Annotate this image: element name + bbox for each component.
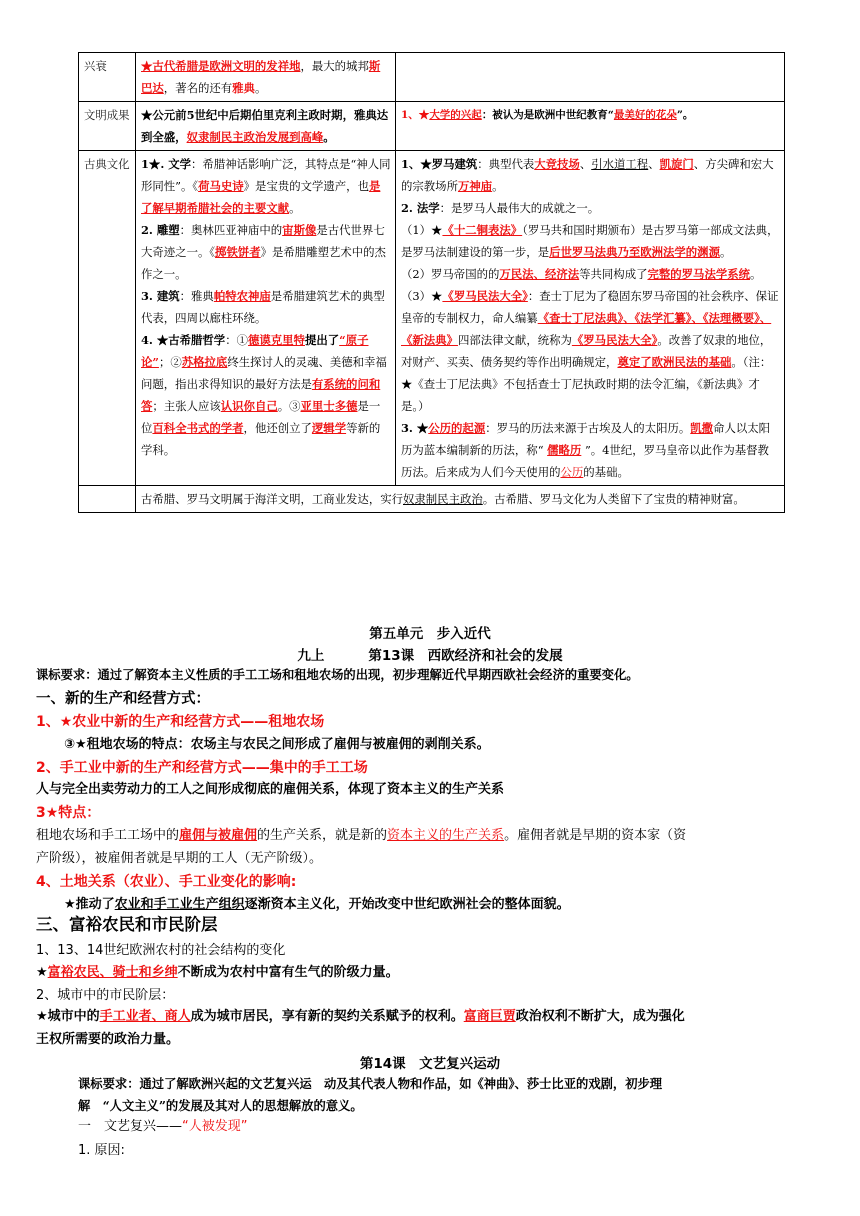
text-highlight: 完整的罗马法学系统 — [647, 267, 751, 281]
text-highlight: 《罗马民法大全》 — [571, 333, 658, 347]
text-highlight: 认识你自己 — [220, 399, 278, 413]
text: ：查士丁尼为了稳固东罗马帝国的社会秩序、保证皇帝的专制权力，命人编纂 — [401, 289, 779, 325]
table-row — [79, 102, 785, 151]
text: 提出了 — [304, 333, 340, 347]
text: ★公元前5世纪中后期伯里克利主政时期，雅典达到全盛， — [141, 108, 389, 144]
text: ★ — [36, 965, 48, 980]
subsection-heading: 4、土地关系（农业）、手工业变化的影响: — [36, 874, 297, 890]
row-head: 古典文化 — [79, 151, 136, 486]
text-highlight: 雇佣与被雇佣 — [179, 828, 258, 843]
text: ：奥林匹亚神庙中的 — [179, 223, 283, 237]
text-highlight: 掷铁饼者 — [215, 245, 261, 259]
text: （3）★ — [401, 289, 443, 303]
text: 。古希腊、罗马文化为人类留下了宝贵的精神财富。 — [482, 492, 745, 506]
comparison-table — [78, 52, 785, 513]
text: ，最大的城邦 — [300, 59, 369, 73]
text: 、 — [648, 157, 660, 171]
text-highlight: 逻辑学 — [311, 421, 347, 435]
text: 3. 建筑 — [141, 289, 180, 303]
text-highlight: 德谟克里特 — [248, 333, 305, 347]
text-highlight: 《十二铜表法》 — [442, 223, 523, 237]
grade-label: 九上 — [297, 648, 325, 664]
text: ；主张人应该 — [152, 399, 221, 413]
text: 。 — [254, 81, 267, 95]
text: 。③ — [277, 399, 301, 413]
text-highlight: 奴隶制民主政治发展到高峰 — [186, 130, 324, 144]
text-highlight: 富裕农民、骑士和乡绅 — [47, 965, 178, 980]
paragraph: ③★租地农场的特点：农场主与农民之间形成了雇佣与被雇佣的剥削关系。 — [64, 737, 490, 752]
paragraph: 2、城市中的市民阶层： — [36, 988, 175, 1003]
text: ，他还创立了 — [243, 421, 312, 435]
text-highlight: 荷马史诗 — [198, 179, 244, 193]
text: 1★. 文学 — [141, 157, 192, 171]
text: ：希腊神话影响广泛，其特点是“神人同形同性”。《 — [141, 157, 391, 193]
text: 。 — [492, 179, 504, 193]
text-highlight: 公历 — [560, 465, 584, 479]
text: ：① — [225, 333, 248, 347]
table-row — [79, 151, 785, 486]
lesson-title: 第14课 文艺复兴运动 — [359, 1056, 501, 1072]
section-heading: 一、新的生产和经营方式： — [36, 691, 210, 707]
text-highlight: 亚里士多德 — [300, 399, 358, 413]
text: 的生产关系，就是新的 — [257, 828, 388, 843]
text-highlight: 万民法、经济法 — [499, 267, 580, 281]
text-highlight: 富商巨贾 — [463, 1009, 516, 1024]
text: 。 — [719, 245, 732, 259]
greece-cell — [136, 102, 396, 151]
text-highlight: 奠定了欧洲民法的基础 — [617, 355, 732, 369]
table-row — [79, 53, 785, 102]
summary-cell — [136, 486, 785, 513]
text: ，著名的还有 — [163, 81, 233, 95]
text: 享有新的契约关系赋予的权利。 — [281, 1009, 464, 1024]
text: 2. 雕塑 — [141, 223, 180, 237]
rome-cell — [396, 53, 785, 102]
table-row — [79, 486, 785, 513]
greece-cell — [136, 151, 396, 486]
text-highlight: 《罗马民法大全》 — [442, 289, 528, 303]
paragraph — [36, 827, 826, 845]
text: 是古代世界七大奇迹之一。《 — [141, 223, 385, 259]
paragraph — [36, 964, 826, 982]
subsection-heading: 2、手工业中新的生产和经营方式——集中的手工工场 — [36, 760, 368, 776]
curriculum-requirement: 课标要求：通过了解资本主义性质的手工工场和租地农场的出现，初步理解近代早期西欧社会经济的重要变化。 — [36, 667, 639, 682]
text: ”。4世纪，罗马皇帝以此作为基督教历法。后来成为人们今天使用的 — [401, 443, 769, 479]
text: ，成为强化 — [619, 1009, 685, 1024]
text-highlight: 公历的起源 — [428, 421, 486, 435]
text: 成为城市居民， — [190, 1009, 282, 1024]
text: 1、★罗马建筑 — [401, 157, 478, 171]
paragraph: 产阶级），被雇佣者就是早期的工人（无产阶级）。 — [36, 851, 323, 866]
text: ：被认为是欧洲中世纪教育“ — [481, 109, 614, 121]
text: 奴隶制民主政治 — [403, 492, 483, 506]
text: ★城市中的 — [36, 1009, 100, 1024]
row-head — [79, 486, 136, 513]
greece-cell — [136, 53, 396, 102]
text: 命人以太阳历为蓝本编制新的历法，称“ — [401, 421, 771, 457]
text: 四部法律文献，统称为 — [457, 333, 572, 347]
text: 引水道工程 — [591, 157, 649, 171]
text: 是希腊建筑艺术的典型代表，四周以廊柱环绕。 — [141, 289, 385, 325]
text-highlight: 手工业者、商人 — [99, 1009, 191, 1024]
text: 一 文艺复兴—— — [78, 1119, 183, 1134]
text: ★推动了 — [64, 897, 115, 912]
text: ：罗马的历法来源于古埃及人的太阳历。 — [485, 421, 691, 435]
text: 终生探讨人的灵魂、美德和幸福问题，指出求得知识的最好方法是 — [141, 355, 387, 391]
text-highlight: 大竞技场 — [534, 157, 580, 171]
text-highlight: 农业和手工业生产组织 — [114, 897, 245, 912]
paragraph: 1. 原因: — [78, 1143, 125, 1158]
curriculum-requirement: 课标要求：通过了解欧洲兴起的文艺复兴运 动及其代表人物和作品，如《神曲》、莎士比亚的戏剧，初步理 — [78, 1076, 663, 1091]
text-highlight: 斯巴达 — [141, 59, 381, 95]
text: 是一位 — [141, 399, 381, 435]
text-highlight: 是了解早期希腊社会的主要文献 — [141, 179, 381, 215]
text: ：是罗马人最伟大的成就之一。 — [439, 201, 600, 215]
text-highlight: 万神庙 — [457, 179, 493, 193]
text: 政治权利不断扩大 — [515, 1009, 620, 1024]
text-highlight: “原子论” — [141, 333, 369, 369]
text: 古希腊、罗马文明属于海洋文明，工商业发达，实行 — [141, 492, 403, 506]
text: 3. ★ — [401, 421, 429, 435]
paragraph — [36, 1008, 826, 1026]
lesson-title — [0, 644, 860, 664]
text: 。 — [289, 201, 301, 215]
text: ：雅典 — [179, 289, 214, 303]
text-highlight: 宙斯像 — [282, 223, 317, 237]
text: 。改善了奴隶的地位，对财产、买卖、债务契约等作出明确规定， — [401, 333, 772, 369]
text: 等共同构成了 — [579, 267, 648, 281]
text-highlight: 雅典 — [232, 81, 255, 95]
text-highlight: 资本主义的生产关系 — [387, 828, 505, 843]
text: （2）罗马帝国的的 — [401, 267, 500, 281]
text-highlight: 苏格拉底 — [181, 355, 228, 369]
paragraph: 王权所需要的政治力量。 — [36, 1032, 180, 1047]
text: 。（注：★《查士丁尼法典》不包括查士丁尼执政时期的法令汇编，《新法典》才是。） — [401, 355, 772, 413]
text: 、方尖碑和宏大的宗教场所 — [401, 157, 774, 193]
text-highlight: “人被发现” — [182, 1119, 248, 1134]
text-highlight: 有系统的问和答 — [141, 377, 381, 413]
text: 。 — [750, 267, 762, 281]
text: （罗马共和国时期颁布）是古罗马第一部成文法典，是罗马法制建设的第一步，是 — [401, 223, 779, 259]
text: 租地农场和手工工场中的 — [36, 828, 180, 843]
text: 。 — [323, 130, 335, 144]
paragraph: 1、13、14世纪欧洲农村的社会结构的变化 — [36, 943, 286, 958]
text: 4. ★古希腊哲学 — [141, 333, 226, 347]
text: 》是希腊雕塑艺术中的杰作之一。 — [141, 245, 386, 281]
text-highlight: 大学的兴起 — [429, 109, 482, 121]
row-head: 文明成果 — [79, 102, 136, 151]
text-highlight: 帕特农神庙 — [213, 289, 271, 303]
text-highlight: 最美好的花朵 — [613, 109, 677, 121]
text-highlight: 凯撒 — [690, 421, 714, 435]
paragraph: 人与完全出卖劳动力的工人之间形成彻底的雇佣关系，体现了资本主义的生产关系 — [36, 782, 505, 797]
text-highlight: 《查士丁尼法典》、《法学汇纂》、《法理概要》、《新法典》 — [401, 311, 772, 347]
unit-title: 第五单元 步入近代 — [369, 626, 491, 642]
rome-cell — [396, 102, 785, 151]
subsection-heading: 3★特点： — [36, 805, 101, 821]
text: ”。 — [676, 109, 694, 121]
section-heading: 三、富裕农民和市民阶层 — [36, 915, 218, 934]
section-heading — [78, 1118, 860, 1136]
subsection-heading: 1、★农业中新的生产和经营方式——租地农场 — [36, 714, 325, 730]
text: 等新的学科。 — [141, 421, 381, 457]
text: 的基础。 — [583, 465, 629, 479]
curriculum-requirement: 解 “人文主义”的发展及其对人的思想解放的意义。 — [78, 1098, 363, 1113]
text-highlight: 儒略历 — [547, 443, 582, 457]
text: 不断成为农村中富有生气的阶级力量。 — [177, 965, 399, 980]
text-highlight: 百科全书式的学者 — [152, 421, 244, 435]
text: 。雇佣者就是早期的资本家（资 — [504, 828, 687, 843]
row-head: 兴衰 — [79, 53, 136, 102]
text: （1）★ — [401, 223, 443, 237]
text: ：典型代表 — [477, 157, 535, 171]
text: 1、★ — [401, 109, 430, 121]
text-highlight: ★古代希腊是欧洲文明的发祥地 — [141, 59, 301, 73]
text: ；② — [158, 355, 182, 369]
text: 、 — [579, 157, 592, 171]
text: 逐渐资本主义化，开始改变中世纪欧洲社会的整体面貌。 — [244, 897, 570, 912]
paragraph — [64, 896, 854, 914]
text-highlight: 凯旋门 — [659, 157, 694, 171]
rome-cell — [396, 151, 785, 486]
text-highlight: 后世罗马法典乃至欧洲法学的渊源 — [549, 245, 720, 259]
lesson-heading: 第13课 西欧经济和社会的发展 — [368, 648, 563, 664]
text: 2. 法学 — [401, 201, 440, 215]
text: 》是宝贵的文学遗产，也 — [243, 179, 369, 193]
